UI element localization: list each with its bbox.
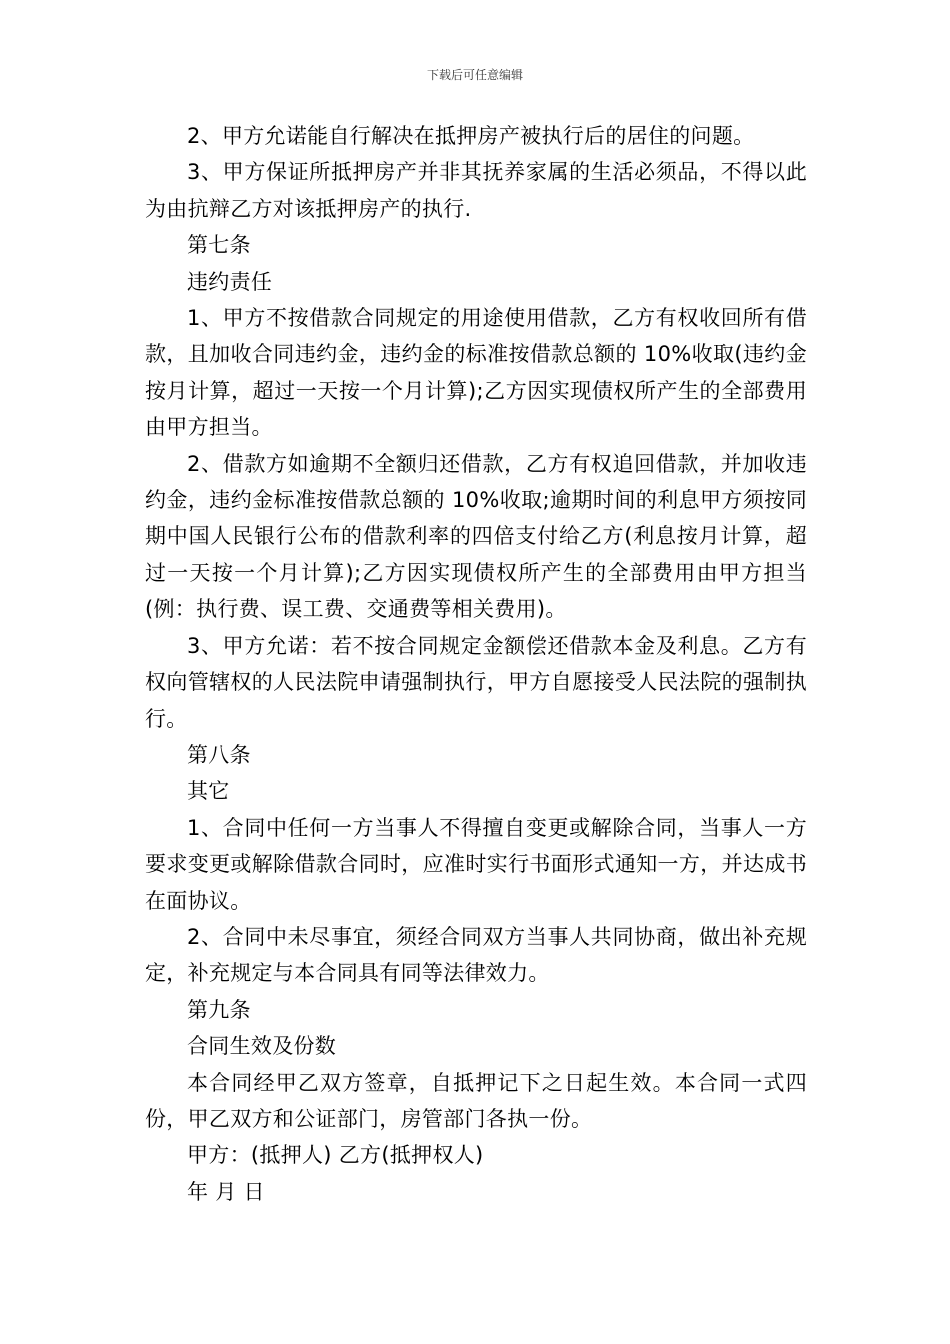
clause-7-item-3: 3、甲方允诺：若不按合同规定金额偿还借款本金及利息。乙方有权向管辖权的人民法院申请强制执行，甲方自愿接受人民法院的强制执行。 [145,633,807,731]
article-7-title: 违约责任 [187,269,273,294]
page-header: 下载后可任意编辑 [426,68,523,82]
clause-7-item-1: 1、甲方不按借款合同规定的用途使用借款，乙方有权收回所有借款，且加收合同违约金，违约金的标准按借款总额的 10%收取(违约金按月计算，超过一天按一个月计算);乙方因实现债权所产生的全部费用由甲方担当。 [145,306,807,440]
article-8-heading: 第八条 [187,742,251,767]
document-body [145,118,807,1210]
signature-date: 年 月 日 [187,1179,265,1204]
article-9-heading: 第九条 [187,997,251,1022]
signature-parties: 甲方：(抵押人) 乙方(抵押权人) [187,1143,484,1168]
article-7-heading: 第七条 [187,233,251,258]
clause-8-item-1: 1、合同中任何一方当事人不得擅自变更或解除合同，当事人一方要求变更或解除借款合同时，应准时实行书面形式通知一方，并达成书在面协议。 [145,815,807,913]
article-9-title: 合同生效及份数 [187,1034,337,1059]
clause-8-item-2: 2、合同中未尽事宜，须经合同双方当事人共同协商，做出补充规定，补充规定与本合同具有同等法律效力。 [145,924,807,986]
clause-6-item-3: 3、甲方保证所抵押房产并非其抚养家属的生活必须品，不得以此为由抗辩乙方对该抵押房产的执行. [145,160,807,221]
clause-6-item-2: 2、甲方允诺能自行解决在抵押房产被执行后的居住的问题。 [187,124,755,148]
article-8-title: 其它 [187,779,230,804]
clause-7-item-2: 2、借款方如逾期不全额归还借款，乙方有权追回借款，并加收违约金，违约金标准按借款总额的 10%收取;逾期时间的利息甲方须按同期中国人民银行公布的借款利率的四倍支付给乙方(利息按月计算，超过一天按一个月计算);乙方因实现债权所产生的全部费用由甲方担当(例：执行费、误工费、交通费等相关费用)。 [145,451,807,622]
clause-9-body: 本合同经甲乙双方签章，自抵押记下之日起生效。本合同一式四份，甲乙双方和公证部门，房管部门各执一份。 [145,1070,807,1131]
